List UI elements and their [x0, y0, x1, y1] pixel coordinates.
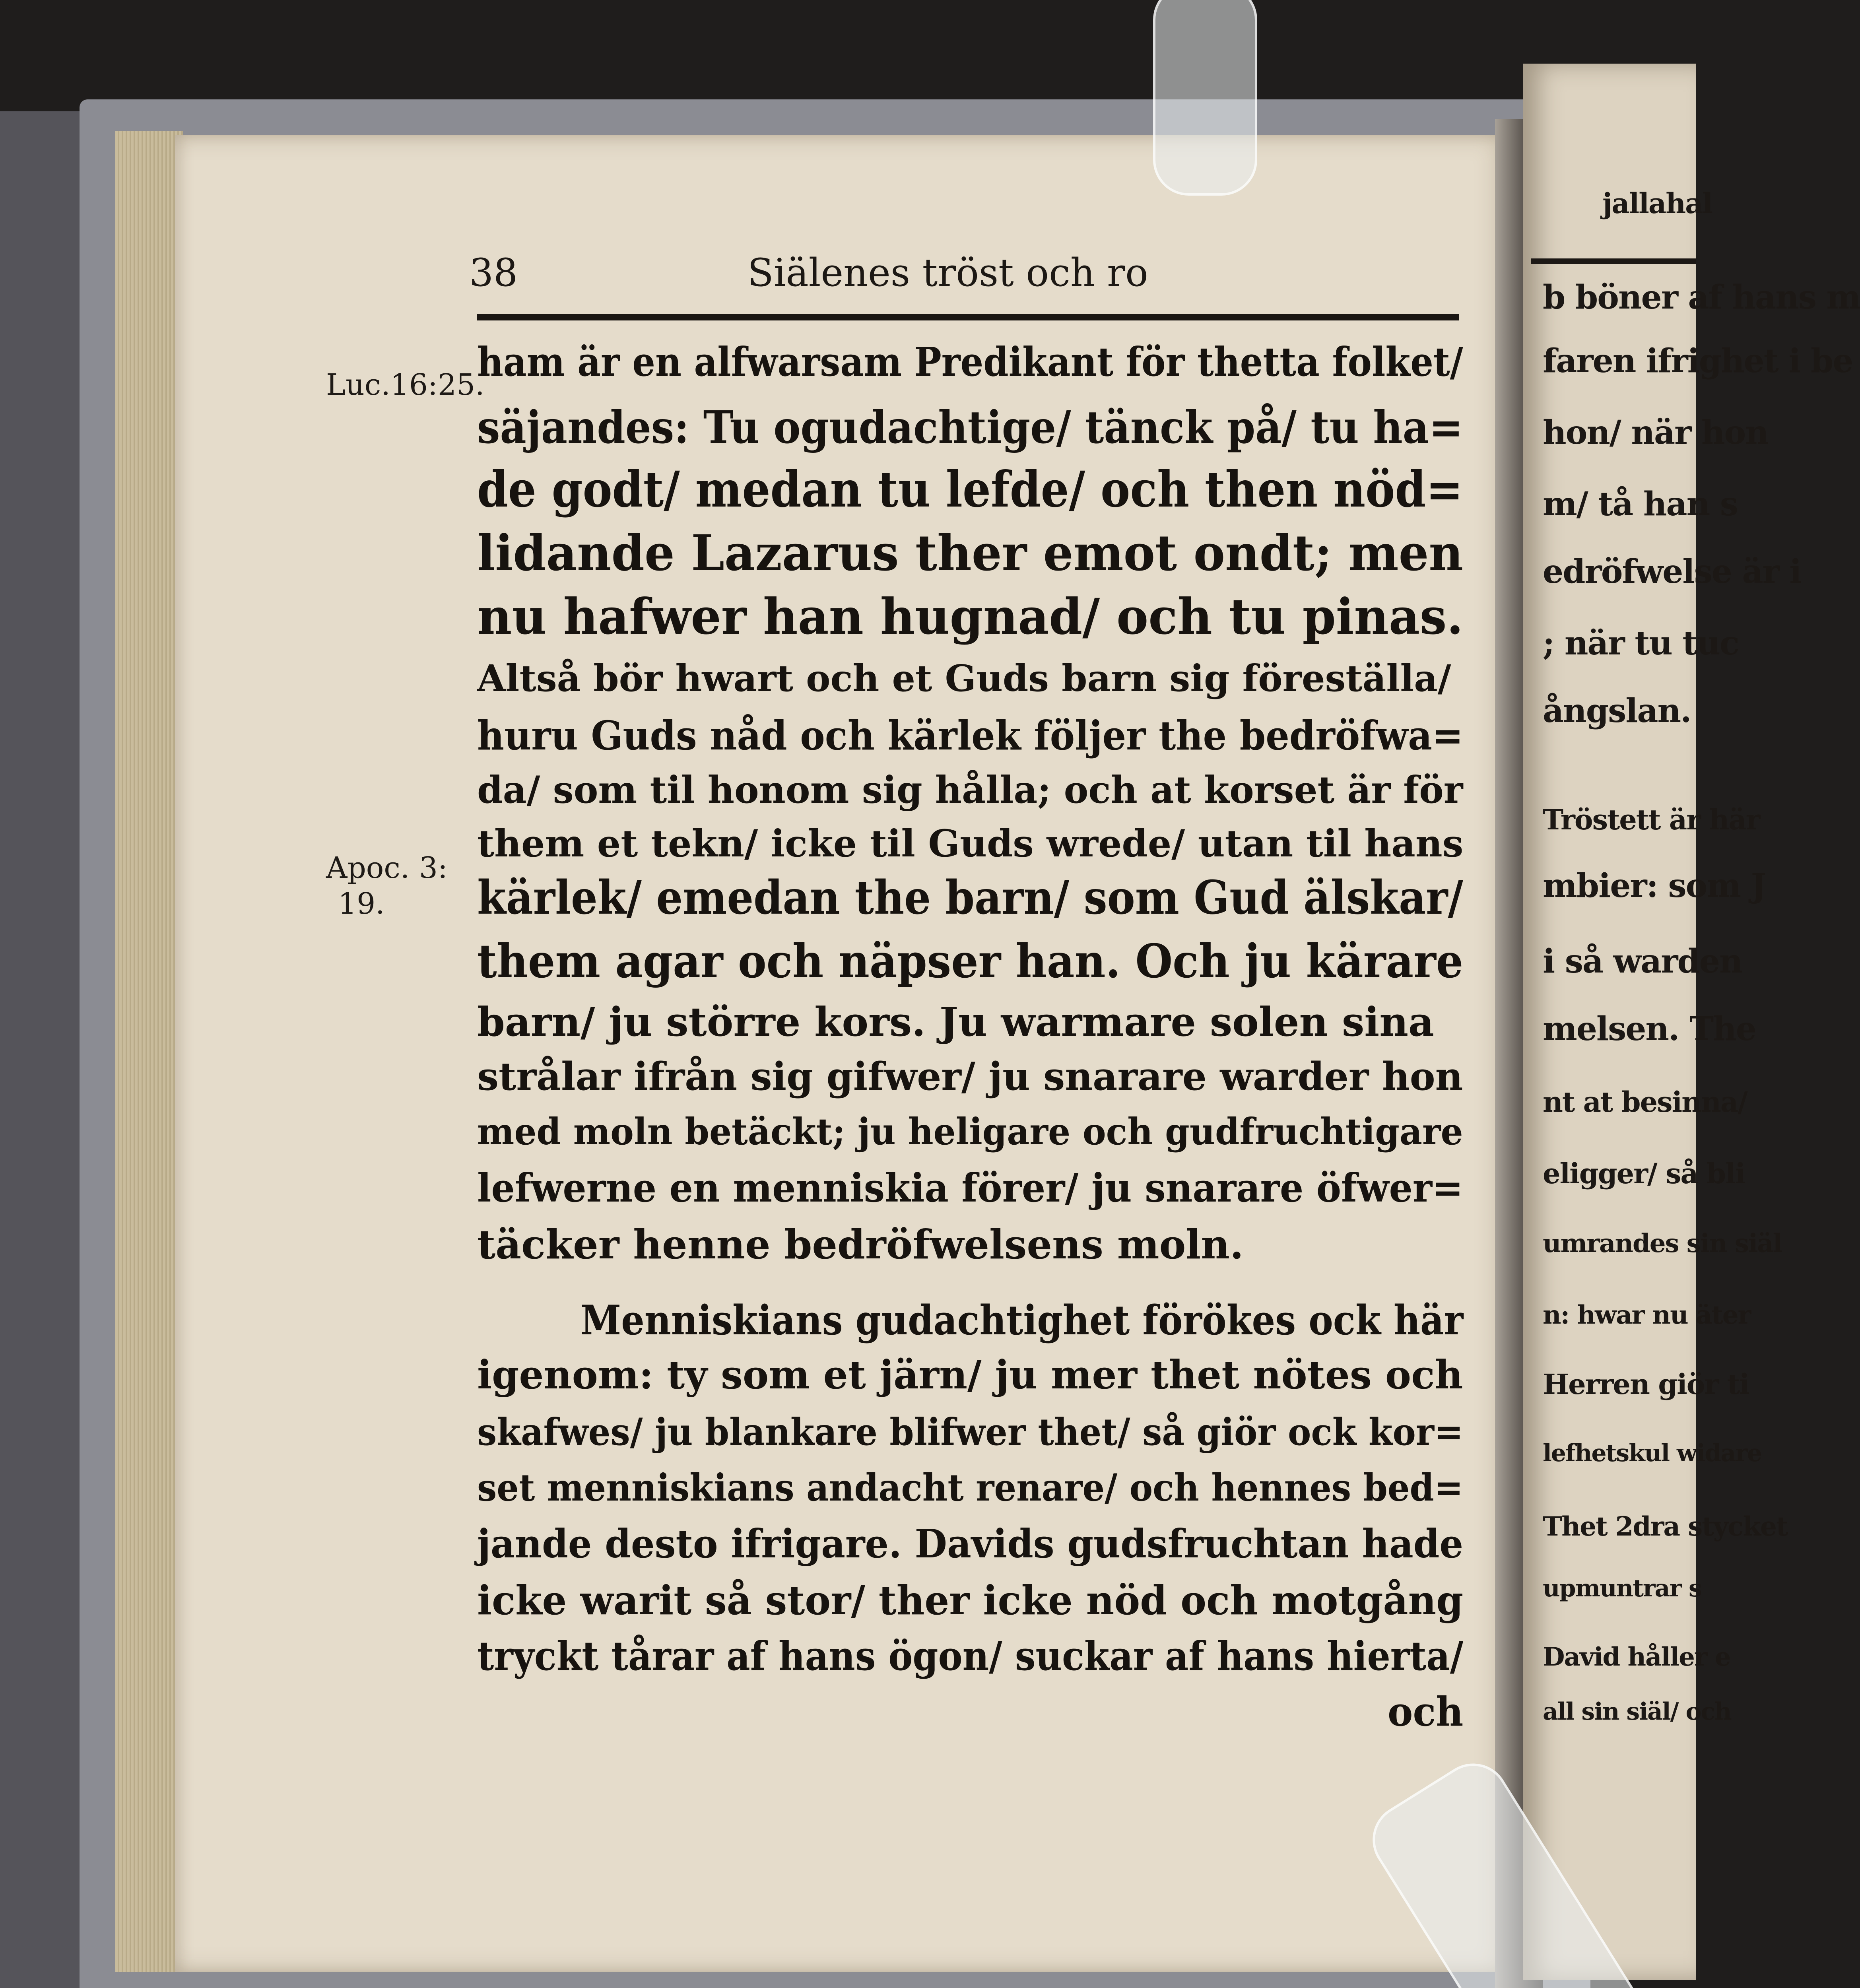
- margin-note: Luc.16:25.: [326, 368, 485, 402]
- text-line: Altså bör hwart och et Guds barn sig föreställa/: [477, 657, 1451, 700]
- text-line: de godt/ medan tu lefde/ och then nöd=: [477, 461, 1463, 518]
- facing-line: ; när tu tuc: [1543, 624, 1739, 662]
- text-line: tryckt tårar af hans ögon/ suckar af hans hierta/: [477, 1633, 1464, 1679]
- catchword: och: [1388, 1688, 1464, 1735]
- text-line: huru Guds nåd och kärlek följer the bedröfwa=: [477, 712, 1464, 759]
- facing-line: faren ifrighet i be: [1543, 342, 1853, 380]
- facing-line: hon/ när hon: [1543, 414, 1768, 452]
- facing-line: nt at besinna/: [1543, 1085, 1747, 1118]
- header-rule: [477, 314, 1459, 320]
- text-line: set menniskians andacht renare/ och hennes bed=: [477, 1466, 1464, 1510]
- facing-line: David håller e: [1543, 1642, 1730, 1672]
- facing-line: all sin siäl/ och: [1543, 1698, 1731, 1726]
- facing-line: n: hwar nu äter: [1543, 1300, 1751, 1330]
- text-line: ham är en alfwarsam Predikant för thetta folket/: [477, 338, 1463, 385]
- facing-line: Herren giör ti: [1543, 1368, 1749, 1401]
- text-line: täcker henne bedröfwelsens moln.: [477, 1221, 1244, 1268]
- facing-line: i så warden: [1543, 942, 1742, 980]
- facing-line: eligger/ så bli: [1543, 1157, 1745, 1190]
- margin-note: Apoc. 3:: [326, 851, 448, 885]
- facing-line: melsen. The: [1543, 1010, 1756, 1048]
- text-line: da/ som til honom sig hålla; och at korset är för: [477, 768, 1463, 812]
- text-line: Menniskians gudachtighet förökes ock här: [581, 1297, 1464, 1344]
- text-line: strålar ifrån sig gifwer/ ju snarare warder hon: [477, 1054, 1463, 1099]
- facing-line: Thet 2dra stycket: [1543, 1511, 1788, 1542]
- facing-line: b böner af hans m: [1543, 278, 1860, 316]
- text-line: skafwes/ ju blankare blifwer thet/ så giör ock kor=: [477, 1410, 1464, 1454]
- facing-line: mbier: som J: [1543, 867, 1766, 905]
- page-header: [469, 250, 1459, 302]
- page-edges: [115, 131, 183, 1972]
- text-line: them et tekn/ icke til Guds wrede/ utan til hans: [477, 822, 1464, 866]
- text-line: them agar och näpser han. Och ju kärare: [477, 934, 1464, 988]
- facing-line: Tröstett är här: [1543, 803, 1760, 836]
- facing-line: upmuntrar s: [1543, 1574, 1701, 1602]
- facing-page-rule: [1531, 258, 1696, 264]
- facing-line: ångslan.: [1543, 692, 1691, 730]
- facing-line: edröfwelse är i: [1543, 553, 1801, 591]
- facing-page-header: jallahal: [1602, 187, 1712, 220]
- text-line: icke warit så stor/ ther icke nöd och motgång: [477, 1577, 1464, 1624]
- text-line: säjandes: Tu ogudachtige/ tänck på/ tu ha=: [477, 402, 1463, 454]
- page-number: 38: [469, 250, 518, 295]
- facing-line: lefhetskul widare: [1543, 1439, 1762, 1467]
- page-clip-top: [1153, 0, 1257, 196]
- margin-note: 19.: [338, 887, 385, 921]
- text-line: med moln betäckt; ju heligare och gudfruchtigare: [477, 1110, 1463, 1153]
- running-title: Siälenes tröst och ro: [747, 250, 1148, 295]
- text-line: jande desto ifrigare. Davids gudsfruchtan hade: [477, 1521, 1464, 1567]
- text-line: igenom: ty som et järn/ ju mer thet nötes och: [477, 1352, 1463, 1398]
- text-line: kärlek/ emedan the barn/ som Gud älskar/: [477, 871, 1463, 925]
- facing-line: umrandes sin siäl: [1543, 1229, 1782, 1258]
- facing-line: m/ tå han s: [1543, 485, 1738, 523]
- text-line: lefwerne en menniskia förer/ ju snarare öfwer=: [477, 1165, 1464, 1211]
- text-line: lidande Lazarus ther emot ondt; men: [477, 524, 1464, 582]
- text-line: nu hafwer han hugnad/ och tu pinas.: [477, 588, 1464, 646]
- text-line: barn/ ju större kors. Ju warmare solen sina: [477, 998, 1434, 1045]
